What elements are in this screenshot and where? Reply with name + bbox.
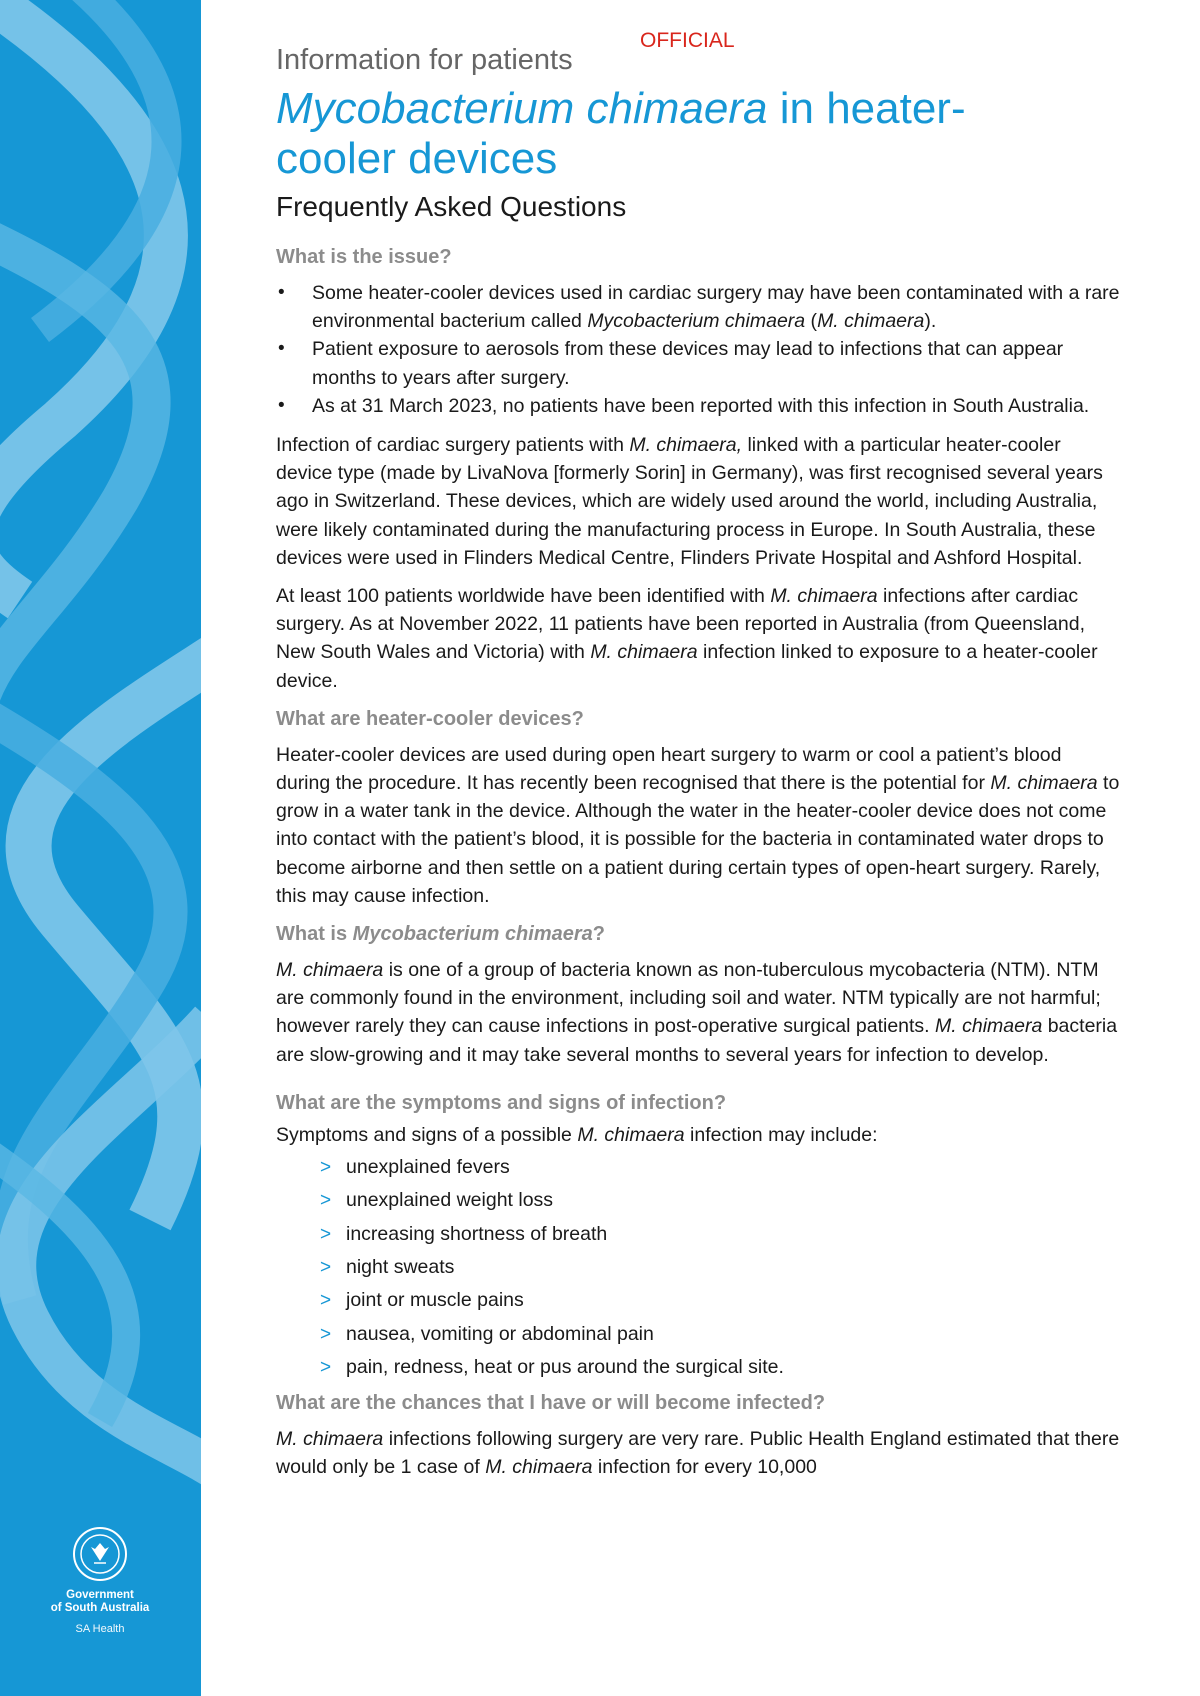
sa-crest-icon — [69, 1525, 131, 1583]
title-rest: in heater- — [767, 84, 966, 133]
text-run: infection may include: — [684, 1123, 878, 1146]
list-item — [320, 1351, 1121, 1384]
symptoms-list — [276, 1151, 1121, 1384]
heading-devices: What are heater-cooler devices? — [276, 707, 584, 730]
italic-run: M. chimaera — [590, 641, 698, 664]
sidebar-band — [0, 0, 201, 1696]
italic-run: M. chimaera — [935, 1015, 1043, 1038]
text-run: is one of a group of bacteria known as non-tuberculous mycobacteria (NTM). NTM are commonly found in the environment, including soil and water. NTM typically are not harmful; however rarely they can cause infections in post-operative surgical patients. — [276, 959, 1101, 1038]
chevron-right-icon: > — [320, 1356, 332, 1378]
chevron-right-icon: > — [320, 1290, 332, 1312]
italic-run: Mycobacterium chimaera — [587, 310, 806, 333]
chevron-right-icon: > — [320, 1323, 332, 1345]
list-item — [320, 1251, 1121, 1284]
chevron-right-icon: > — [320, 1256, 332, 1278]
paragraph-what-is — [276, 956, 1121, 1069]
italic-run: M. chimaera — [276, 1428, 384, 1451]
list-item — [276, 392, 1121, 420]
list-item-label: unexplained fevers — [346, 1156, 510, 1179]
italic-run: M. chimaera — [577, 1123, 685, 1146]
italic-run: Mycobacterium chimaera — [352, 923, 593, 946]
italic-run: M. chimaera, — [629, 434, 743, 457]
government-name-line1: Government — [66, 1589, 134, 1601]
text-run: infection for every 10,000 — [592, 1456, 817, 1479]
government-name-line2: of South Australia — [50, 1602, 150, 1614]
paragraph-devices — [276, 741, 1121, 910]
text-run: At least 100 patients worldwide have been identified with — [276, 585, 771, 608]
list-item-label: pain, redness, heat or pus around the surgical site. — [346, 1355, 784, 1378]
department-name: SA Health — [75, 1623, 125, 1635]
list-item — [276, 335, 1121, 391]
text-run: Patient exposure to aerosols from these devices may lead to infections that can appear months to years after surgery. — [312, 338, 1064, 389]
list-item — [320, 1218, 1121, 1251]
list-item-label: night sweats — [346, 1255, 455, 1278]
heading-symptoms: What are the symptoms and signs of infection? — [276, 1091, 727, 1114]
text-run: bacteria are slow-growing and it may take several months to several years for infection to develop. — [276, 1015, 1118, 1066]
main-content — [276, 42, 1121, 1482]
classification-label: OFFICIAL — [640, 29, 735, 52]
chevron-right-icon: > — [320, 1190, 332, 1212]
heading-what-is — [276, 921, 1121, 947]
chevron-right-icon: > — [320, 1223, 332, 1245]
italic-run: M. chimaera — [817, 310, 925, 333]
title-italic: Mycobacterium chimaera — [276, 84, 768, 133]
bullet-icon: • — [278, 282, 285, 303]
italic-run: M. chimaera — [770, 585, 878, 608]
italic-run: M. chimaera — [276, 959, 384, 982]
text-run: Symptoms and signs of a possible — [276, 1123, 578, 1146]
heading-issue: What is the issue? — [276, 246, 452, 268]
page-title — [276, 84, 1121, 184]
list-item-label: increasing shortness of breath — [346, 1222, 608, 1245]
text-run: Heater-cooler devices are used during open heart surgery to warm or cool a patient’s blood during the procedure. It has recently been recognised that there is the potential for — [276, 743, 1062, 795]
page-subtitle: Frequently Asked Questions — [276, 191, 627, 222]
paragraph-chances — [276, 1425, 1121, 1481]
list-item — [320, 1284, 1121, 1317]
list-item-label: unexplained weight loss — [346, 1189, 554, 1212]
issue-bullet-list — [276, 279, 1121, 420]
text-run: What is — [276, 923, 353, 946]
list-item — [320, 1318, 1121, 1351]
heading-chances: What are the chances that I have or will become infected? — [276, 1392, 826, 1415]
page-pretitle: Information for patients — [276, 44, 573, 76]
text-run: infections following surgery are very rare. Public Health England estimated that there would only be 1 case of — [276, 1428, 1120, 1479]
bullet-icon: • — [278, 394, 285, 416]
text-run: Some heater-cooler devices used in cardiac surgery may have been contaminated with a rare environmental bacterium called — [312, 282, 1120, 333]
text-run: As at 31 March 2023, no patients have been reported with this infection in South Australia. — [312, 394, 1090, 417]
title-line2: cooler devices — [276, 134, 558, 183]
government-logo — [30, 1525, 170, 1635]
text-run: to grow in a water tank in the device. Although the water in the heater-cooler device does not come into contact with the patient’s blood, it is possible for the bacteria in contaminated water drops to become airborne and then settle on a patient during certain types of open-heart surgery. Rarely, this may cause infection. — [276, 772, 1120, 907]
list-item-label: joint or muscle pains — [346, 1289, 524, 1312]
chevron-right-icon: > — [320, 1157, 332, 1179]
ribbon-decoration — [0, 0, 201, 1696]
text-run: ? — [592, 923, 605, 946]
text-run: ( — [805, 310, 818, 333]
list-item — [320, 1151, 1121, 1184]
list-item-label: nausea, vomiting or abdominal pain — [346, 1322, 654, 1345]
text-run: infection linked to exposure to a heater-cooler device. — [276, 641, 1098, 692]
text-run: infections after cardiac surgery. As at November 2022, 11 patients have been reported in Australia (from Queensland, New South Wales and Victoria) with — [276, 585, 1085, 664]
list-item — [320, 1184, 1121, 1217]
bullet-icon: • — [278, 338, 285, 360]
text-run: ). — [924, 310, 937, 333]
italic-run: M. chimaera — [990, 772, 1098, 795]
list-item — [276, 279, 1121, 335]
paragraph-symptoms-intro — [276, 1121, 1121, 1149]
paragraph-history — [276, 431, 1121, 572]
text-run: Infection of cardiac surgery patients with — [276, 434, 630, 457]
text-run: linked with a particular heater-cooler device type (made by LivaNova [formerly Sorin] in Germany), was first recognised several years ago in Switzerland. These devices, which are widely used around the world, including Australia, were likely contaminated during the manufacturing process in Europe. In South Australia, these devices were used in Flinders Medical Centre, Flinders Private Hospital and Ashford Hospital. — [276, 434, 1103, 569]
paragraph-cases — [276, 582, 1121, 695]
italic-run: M. chimaera — [485, 1456, 593, 1479]
